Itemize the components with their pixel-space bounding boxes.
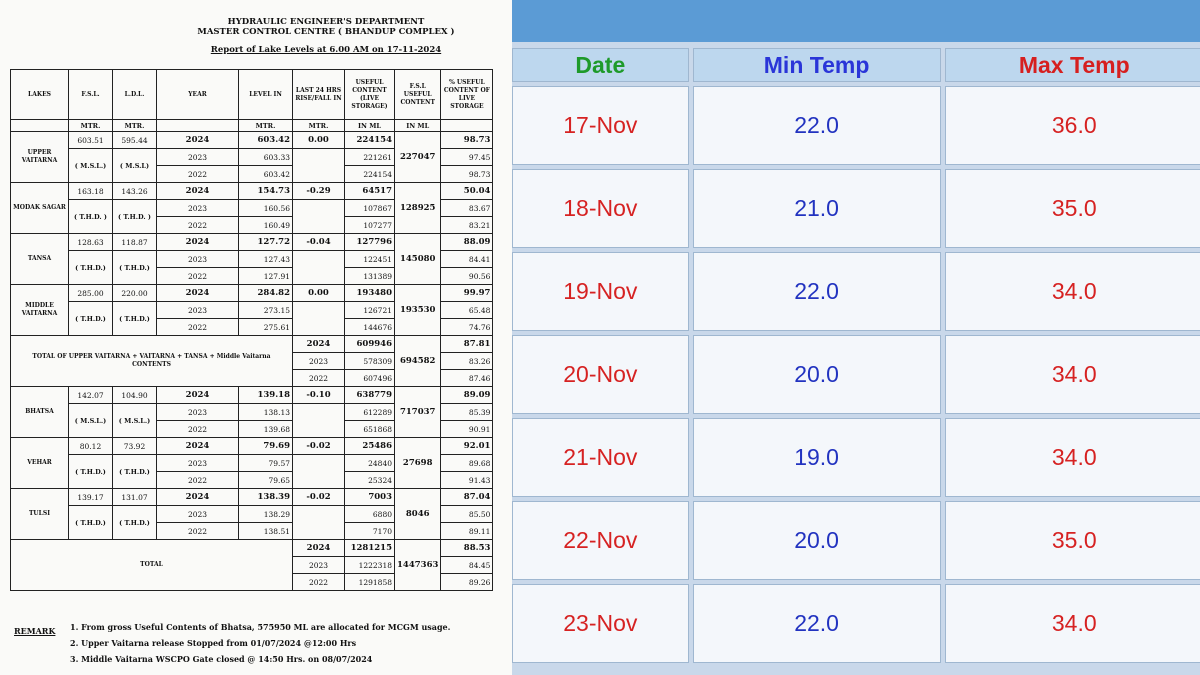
remark-label: REMARK [14,626,56,636]
content-cell: 144676 [345,319,395,336]
level-cell: 603.42 [239,166,293,183]
year-cell: 2022 [157,472,239,489]
datum-cell: ( M.S.L) [113,149,157,183]
content-cell: 224154 [345,166,395,183]
year-cell: 2023 [157,404,239,421]
datum-cell: ( T.H.D.) [113,251,157,285]
max-temp-cell: 35.0 [945,169,1200,248]
rise-cell: 0.00 [293,285,345,302]
unit-cell: MTR. [113,120,157,132]
lake-level-report [0,0,512,675]
year-cell: 2022 [157,319,239,336]
content-cell: 612289 [345,404,395,421]
content-cell: 122451 [345,251,395,268]
level-cell: 273.15 [239,302,293,319]
level-cell: 284.82 [239,285,293,302]
header-max-temp: Max Temp [945,48,1200,82]
fsl-cell: 285.00 [69,285,113,302]
fsl-cell: 80.12 [69,438,113,455]
rise-cell [293,149,345,183]
percent-cell: 99.97 [441,285,493,302]
ldl-cell: 131.07 [113,489,157,506]
content-cell: 221261 [345,149,395,166]
lake-levels-table [10,69,493,591]
percent-cell: 65.48 [441,302,493,319]
percent-cell: 83.21 [441,217,493,234]
level-cell: 160.56 [239,200,293,217]
date-cell: 21-Nov [512,418,689,497]
fsl-cell: 139.17 [69,489,113,506]
level-cell: 139.18 [239,387,293,404]
min-temp-cell: 22.0 [693,584,941,663]
unit-cell [157,120,239,132]
column-header: LAST 24 HRS RISE/FALL IN [293,70,345,120]
level-cell: 127.43 [239,251,293,268]
table-row [11,336,493,353]
remark-line: 3. Middle Vaitarna WSCPO Gate closed @ 14:50 Hrs. on 08/07/2024 [70,654,373,664]
content-cell: 126721 [345,302,395,319]
year-cell: 2022 [157,166,239,183]
column-header: % USEFUL CONTENT OF LIVE STORAGE [441,70,493,120]
table-row [512,584,1200,663]
ldl-cell: 118.87 [113,234,157,251]
percent-cell: 85.50 [441,506,493,523]
rise-cell [293,455,345,489]
fsl-content-cell: 128925 [395,183,441,234]
year-cell: 2024 [157,438,239,455]
year-cell: 2023 [157,149,239,166]
content-cell: 224154 [345,132,395,149]
header-min-temp: Min Temp [693,48,941,82]
level-cell: 138.29 [239,506,293,523]
column-header: LEVEL IN [239,70,293,120]
lake-name: MODAK SAGAR [11,183,69,234]
year-cell: 2023 [293,353,345,370]
level-cell: 127.72 [239,234,293,251]
lake-name: UPPER VAITARNA [11,132,69,183]
datum-cell: ( T.H.D. ) [113,200,157,234]
unit-cell: MTR. [239,120,293,132]
percent-cell: 98.73 [441,166,493,183]
rise-cell [293,506,345,540]
percent-cell: 92.01 [441,438,493,455]
subtotal-label: TOTAL OF UPPER VAITARNA + VAITARNA + TANSA + Middle Vaitarna CONTENTS [11,336,293,387]
year-cell: 2022 [157,217,239,234]
lake-name: TULSI [11,489,69,540]
table-row [512,252,1200,331]
year-cell: 2023 [293,557,345,574]
percent-cell: 50.04 [441,183,493,200]
unit-cell: MTR. [293,120,345,132]
rise-cell: -0.02 [293,489,345,506]
content-cell: 7003 [345,489,395,506]
total-label: TOTAL [11,540,293,591]
fsl-content-cell: 27698 [395,438,441,489]
year-cell: 2022 [293,370,345,387]
content-cell: 609946 [345,336,395,353]
column-header: USEFUL CONTENT (LIVE STORAGE) [345,70,395,120]
fsl-content-cell: 227047 [395,132,441,183]
column-header: YEAR [157,70,239,120]
min-temp-cell: 22.0 [693,252,941,331]
lake-name: MIDDLE VAITARNA [11,285,69,336]
datum-cell: ( T.H.D.) [69,251,113,285]
table-row [11,132,493,149]
fsl-content-cell: 1447363 [395,540,441,591]
percent-cell: 88.53 [441,540,493,557]
year-cell: 2022 [157,523,239,540]
content-cell: 193480 [345,285,395,302]
column-header: LAKES [11,70,69,120]
max-temp-cell: 35.0 [945,501,1200,580]
fsl-cell: 142.07 [69,387,113,404]
table-row [512,418,1200,497]
level-cell: 138.51 [239,523,293,540]
lake-name: VEHAR [11,438,69,489]
content-cell: 107277 [345,217,395,234]
table-row [512,86,1200,165]
datum-cell: ( T.H.D.) [113,506,157,540]
datum-cell: ( T.H.D.) [113,455,157,489]
datum-cell: ( M.S.L.) [69,404,113,438]
fsl-cell: 128.63 [69,234,113,251]
content-cell: 24840 [345,455,395,472]
min-temp-cell: 21.0 [693,169,941,248]
fsl-content-cell: 145080 [395,234,441,285]
percent-cell: 88.09 [441,234,493,251]
percent-cell: 83.26 [441,353,493,370]
level-cell: 603.33 [239,149,293,166]
datum-cell: ( T.H.D.) [113,302,157,336]
remark-line: 1. From gross Useful Contents of Bhatsa, 575950 ML are allocated for MCGM usage. [70,622,451,632]
year-cell: 2023 [157,455,239,472]
lake-name: BHATSA [11,387,69,438]
percent-cell: 83.67 [441,200,493,217]
content-cell: 127796 [345,234,395,251]
datum-cell: ( M.S.L.) [113,404,157,438]
level-cell: 138.13 [239,404,293,421]
max-temp-cell: 34.0 [945,252,1200,331]
year-cell: 2023 [157,251,239,268]
min-temp-cell: 20.0 [693,335,941,414]
content-cell: 651868 [345,421,395,438]
panel-header-bar [512,0,1200,44]
percent-cell: 89.11 [441,523,493,540]
datum-cell: ( M.S.L.) [69,149,113,183]
remark-line: 2. Upper Vaitarna release Stopped from 01/07/2024 @12:00 Hrs [70,638,357,648]
year-cell: 2022 [157,421,239,438]
table-row [11,285,493,302]
fsl-content-cell: 694582 [395,336,441,387]
rise-cell [293,404,345,438]
content-cell: 107867 [345,200,395,217]
content-cell: 607496 [345,370,395,387]
content-cell: 25324 [345,472,395,489]
content-cell: 64517 [345,183,395,200]
datum-cell: ( T.H.D.) [69,506,113,540]
rise-cell: -0.29 [293,183,345,200]
percent-cell: 84.45 [441,557,493,574]
datum-cell: ( T.H.D.) [69,455,113,489]
ldl-cell: 104.90 [113,387,157,404]
level-cell: 160.49 [239,217,293,234]
unit-cell [441,120,493,132]
percent-cell: 74.76 [441,319,493,336]
ldl-cell: 143.26 [113,183,157,200]
level-cell: 154.73 [239,183,293,200]
percent-cell: 91.43 [441,472,493,489]
table-row [512,335,1200,414]
percent-cell: 98.73 [441,132,493,149]
rise-cell [293,200,345,234]
date-cell: 18-Nov [512,169,689,248]
content-cell: 7170 [345,523,395,540]
year-cell: 2024 [293,336,345,353]
fsl-content-cell: 717037 [395,387,441,438]
percent-cell: 87.04 [441,489,493,506]
content-cell: 1281215 [345,540,395,557]
temperature-panel [512,0,1200,675]
content-cell: 131389 [345,268,395,285]
fsl-cell: 603.51 [69,132,113,149]
max-temp-cell: 34.0 [945,335,1200,414]
report-title: Report of Lake Levels at 6.00 AM on 17-11-2024 [210,45,442,55]
content-cell: 578309 [345,353,395,370]
content-cell: 25486 [345,438,395,455]
percent-cell: 89.26 [441,574,493,591]
min-temp-cell: 19.0 [693,418,941,497]
table-row [11,234,493,251]
percent-cell: 97.45 [441,149,493,166]
min-temp-cell: 22.0 [693,86,941,165]
percent-cell: 89.68 [441,455,493,472]
report-department: HYDRAULIC ENGINEER'S DEPARTMENT [227,17,425,27]
percent-cell: 90.91 [441,421,493,438]
level-cell: 127.91 [239,268,293,285]
level-cell: 139.68 [239,421,293,438]
ldl-cell: 220.00 [113,285,157,302]
table-row [11,489,493,506]
content-cell: 1291858 [345,574,395,591]
level-cell: 275.61 [239,319,293,336]
content-cell: 6880 [345,506,395,523]
year-cell: 2024 [157,183,239,200]
percent-cell: 84.41 [441,251,493,268]
year-cell: 2024 [293,540,345,557]
content-cell: 638779 [345,387,395,404]
ldl-cell: 595.44 [113,132,157,149]
fsl-content-cell: 8046 [395,489,441,540]
unit-cell: MTR. [69,120,113,132]
date-cell: 20-Nov [512,335,689,414]
rise-cell [293,251,345,285]
year-cell: 2024 [157,132,239,149]
table-row [11,70,493,120]
column-header: L.D.L. [113,70,157,120]
percent-cell: 87.46 [441,370,493,387]
unit-cell [11,120,69,132]
year-cell: 2023 [157,200,239,217]
percent-cell: 89.09 [441,387,493,404]
fsl-content-cell: 193530 [395,285,441,336]
datum-cell: ( T.H.D.) [69,302,113,336]
table-row [11,183,493,200]
date-cell: 19-Nov [512,252,689,331]
max-temp-cell: 34.0 [945,418,1200,497]
content-cell: 1222318 [345,557,395,574]
table-row [512,501,1200,580]
year-cell: 2024 [157,285,239,302]
rise-cell: -0.04 [293,234,345,251]
report-centre: MASTER CONTROL CENTRE ( BHANDUP COMPLEX ) [197,27,455,37]
ldl-cell: 73.92 [113,438,157,455]
date-cell: 23-Nov [512,584,689,663]
unit-cell: IN ML [345,120,395,132]
column-header: F.S.L. [69,70,113,120]
level-cell: 79.57 [239,455,293,472]
rise-cell [293,302,345,336]
rise-cell: -0.10 [293,387,345,404]
table-row [512,169,1200,248]
max-temp-cell: 34.0 [945,584,1200,663]
year-cell: 2024 [157,489,239,506]
year-cell: 2023 [157,302,239,319]
unit-cell: IN ML [395,120,441,132]
year-cell: 2022 [157,268,239,285]
temperature-table [512,44,1200,667]
level-cell: 138.39 [239,489,293,506]
date-cell: 17-Nov [512,86,689,165]
rise-cell: 0.00 [293,132,345,149]
year-cell: 2024 [157,387,239,404]
datum-cell: ( T.H.D. ) [69,200,113,234]
percent-cell: 87.81 [441,336,493,353]
header-date: Date [512,48,689,82]
table-row [11,387,493,404]
table-row [11,120,493,132]
level-cell: 603.42 [239,132,293,149]
percent-cell: 90.56 [441,268,493,285]
date-cell: 22-Nov [512,501,689,580]
table-row [11,438,493,455]
level-cell: 79.65 [239,472,293,489]
percent-cell: 85.39 [441,404,493,421]
column-header: F.S.L USEFUL CONTENT [395,70,441,120]
year-cell: 2024 [157,234,239,251]
table-row [11,540,493,557]
rise-cell: -0.02 [293,438,345,455]
year-cell: 2022 [293,574,345,591]
year-cell: 2023 [157,506,239,523]
level-cell: 79.69 [239,438,293,455]
max-temp-cell: 36.0 [945,86,1200,165]
min-temp-cell: 20.0 [693,501,941,580]
fsl-cell: 163.18 [69,183,113,200]
lake-name: TANSA [11,234,69,285]
